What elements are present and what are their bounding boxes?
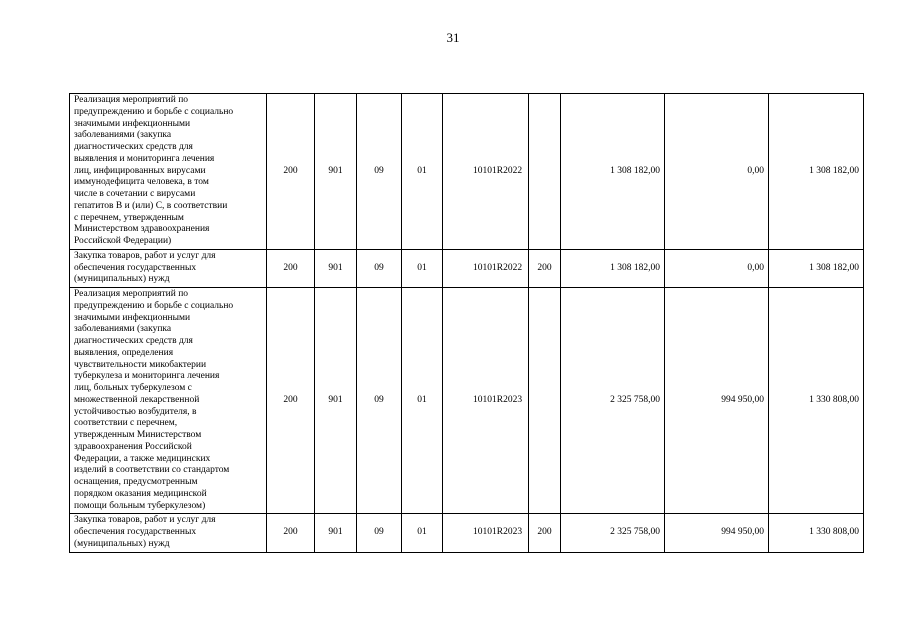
expense-type-cell bbox=[529, 288, 561, 514]
description-line: лиц, инфицированных вирусами bbox=[74, 165, 206, 176]
subsection-cell: 01 bbox=[402, 514, 443, 552]
target-article-cell: 10101R2022 bbox=[443, 249, 529, 287]
amount-2-cell: 0,00 bbox=[665, 94, 769, 250]
description-cell bbox=[70, 288, 267, 514]
amount-2-cell: 994 950,00 bbox=[665, 514, 769, 552]
amount-1-cell: 2 325 758,00 bbox=[561, 288, 665, 514]
amount-3-cell: 1 308 182,00 bbox=[769, 94, 864, 250]
description-line: Министерством здравоохранения bbox=[74, 224, 210, 235]
table-row bbox=[70, 288, 864, 514]
description-line: множественной лекарственной bbox=[74, 394, 200, 405]
budget-table bbox=[69, 93, 864, 553]
amount-1-cell: 1 308 182,00 bbox=[561, 249, 665, 287]
budget-table-body bbox=[70, 94, 864, 553]
ministry-code-cell: 901 bbox=[315, 249, 357, 287]
section-cell: 09 bbox=[357, 249, 402, 287]
description-cell bbox=[70, 249, 267, 287]
description-line: с перечнем, утвержденным bbox=[74, 212, 184, 223]
description-line: гепатитов В и (или) С, в соответствии bbox=[74, 200, 228, 211]
amount-2-cell: 0,00 bbox=[665, 249, 769, 287]
amount-1-cell: 1 308 182,00 bbox=[561, 94, 665, 250]
description-line: диагностических средств для bbox=[74, 336, 193, 346]
description-line: Федерации, а также медицинских bbox=[74, 453, 211, 464]
description-cell bbox=[70, 94, 267, 250]
description-line: чувствительности микобактерии bbox=[74, 359, 207, 370]
description-line: заболеваниями (закупка bbox=[74, 130, 172, 141]
ministry-code-cell: 901 bbox=[315, 288, 357, 514]
description-line: обеспечения государственных bbox=[74, 262, 197, 273]
subsection-cell: 01 bbox=[402, 288, 443, 514]
description-line: утвержденным Министерством bbox=[74, 430, 202, 440]
description-line: соответствии с перечнем, bbox=[74, 418, 178, 429]
section-cell: 09 bbox=[357, 94, 402, 250]
description-line: диагностических средств для bbox=[74, 142, 193, 152]
table-row bbox=[70, 94, 864, 250]
code-cell: 200 bbox=[267, 288, 315, 514]
amount-2-cell: 994 950,00 bbox=[665, 288, 769, 514]
subsection-cell: 01 bbox=[402, 94, 443, 250]
section-cell: 09 bbox=[357, 288, 402, 514]
description-line: выявления, определения bbox=[74, 347, 174, 358]
section-cell: 09 bbox=[357, 514, 402, 552]
description-line: (муниципальных) нужд bbox=[74, 538, 170, 549]
code-cell: 200 bbox=[267, 94, 315, 250]
description-line: помощи больным туберкулезом) bbox=[74, 500, 206, 511]
table-row bbox=[70, 514, 864, 552]
expense-type-cell: 200 bbox=[529, 249, 561, 287]
description-line: иммунодефицита человека, в том bbox=[74, 177, 209, 188]
description-line: устойчивостью возбудителя, в bbox=[74, 406, 197, 417]
target-article-cell: 10101R2022 bbox=[443, 94, 529, 250]
description-line: здравоохранения Российской bbox=[74, 441, 192, 452]
description-line: предупреждению и борьбе с социально bbox=[74, 300, 234, 311]
description-line: туберкулеза и мониторинга лечения bbox=[74, 371, 220, 382]
code-cell: 200 bbox=[267, 249, 315, 287]
ministry-code-cell: 901 bbox=[315, 514, 357, 552]
description-line: предупреждению и борьбе с социально bbox=[74, 106, 234, 117]
description-line: заболеваниями (закупка bbox=[74, 324, 172, 335]
description-line: значимыми инфекционными bbox=[74, 312, 191, 323]
description-line: Российской Федерации) bbox=[74, 236, 172, 246]
description-line: значимыми инфекционными bbox=[74, 118, 191, 129]
description-line: изделий в соответствии со стандартом bbox=[74, 465, 230, 476]
page-number: 31 bbox=[446, 30, 460, 45]
description-line: Закупка товаров, работ и услуг для bbox=[74, 250, 216, 261]
amount-3-cell: 1 330 808,00 bbox=[769, 514, 864, 552]
description-line: Реализация мероприятий по bbox=[74, 95, 189, 105]
ministry-code-cell: 901 bbox=[315, 94, 357, 250]
code-cell: 200 bbox=[267, 514, 315, 552]
amount-3-cell: 1 330 808,00 bbox=[769, 288, 864, 514]
description-line: оснащения, предусмотренным bbox=[74, 477, 198, 487]
target-article-cell: 10101R2023 bbox=[443, 288, 529, 514]
description-line: обеспечения государственных bbox=[74, 527, 197, 537]
description-line: выявления и мониторинга лечения bbox=[74, 153, 215, 164]
subsection-cell: 01 bbox=[402, 249, 443, 287]
description-line: (муниципальных) нужд bbox=[74, 274, 170, 285]
description-line: Реализация мероприятий по bbox=[74, 289, 189, 299]
description-line: Закупка товаров, работ и услуг для bbox=[74, 515, 216, 526]
description-line: числе в сочетании с вирусами bbox=[74, 189, 196, 199]
expense-type-cell bbox=[529, 94, 561, 250]
amount-3-cell: 1 308 182,00 bbox=[769, 249, 864, 287]
amount-1-cell: 2 325 758,00 bbox=[561, 514, 665, 552]
description-cell bbox=[70, 514, 267, 552]
description-line: лиц, больных туберкулезом с bbox=[74, 383, 192, 393]
description-line: порядком оказания медицинской bbox=[74, 488, 207, 499]
table-row bbox=[70, 249, 864, 287]
target-article-cell: 10101R2023 bbox=[443, 514, 529, 552]
expense-type-cell: 200 bbox=[529, 514, 561, 552]
